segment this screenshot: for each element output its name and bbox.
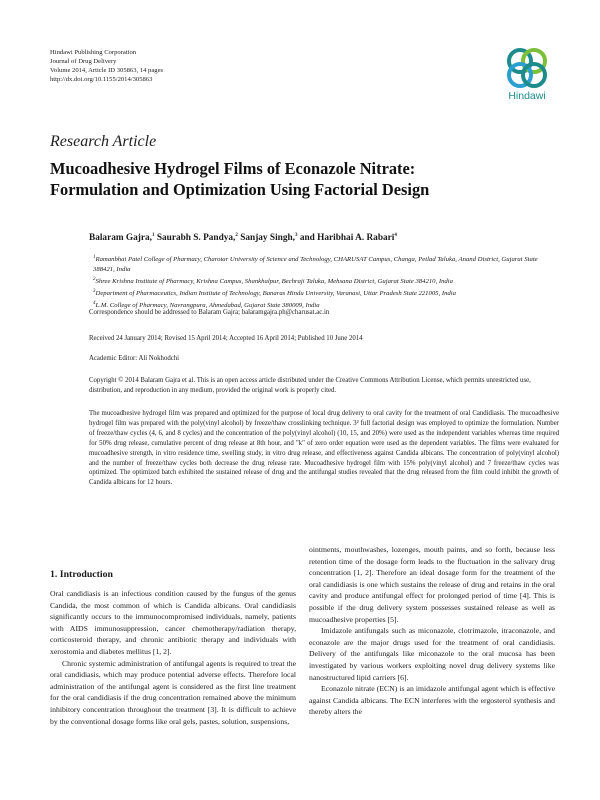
author: Saurabh S. Pandya,$^2$ xyxy=(156,233,238,244)
column-right xyxy=(309,544,555,718)
affiliation: $^4$L.M. College of Pharmacy, Navrangpura, Ahmedabad, Gujarat State 380009, India xyxy=(93,300,320,309)
hindawi-rings-icon xyxy=(498,44,556,90)
copyright: Copyright © 2014 Balaram Gajra et al. This is an open access article distributed under the Creative Commons Attribution License, which permits unrestricted use, distribution, and reproduction in any medium, provided the original work is properly cited. xyxy=(89,377,531,394)
affiliations xyxy=(89,253,559,310)
doi-link[interactable]: http://dx.doi.org/10.1155/2014/305863 xyxy=(50,76,153,83)
paragraph: ointments, mouthwashes, lozenges, mouth paints, and so forth, because less retention time of the dosage form leads to the fluctuation in the salivary drug concentration [1, 2]. Therefore an ideal dosage form for the treatment of the oral candidiasis is one which sustains the release of drug and retains in the oral cavity and produce antifungal effect for prolonged period of time [4]. This is possible if the drug delivery system possesses sustained release as well as mucoadhesive properties [5]. xyxy=(309,545,555,624)
paragraph: Econazole nitrate (ECN) is an imidazole antifungal agent which is effective against Candida albicans. The ECN interferes with the ergosterol synthesis and thereby alters the xyxy=(309,684,555,717)
hindawi-logo xyxy=(498,44,556,108)
academic-editor: Academic Editor: Ali Nokhodchi xyxy=(89,355,180,362)
affiliation: $^1$Ramanbhai Patel College of Pharmacy, Charotar University of Science and Technology, CHARUSAT Campus, Changa, Petlad Taluka, Anand District, Gujarat State 388421, India xyxy=(93,255,538,273)
affiliation: $^3$Department of Pharmaceutics, Indian Institute of Technology, Banaras Hindu University, Varanasi, Uttar Pradesh State 221005, India xyxy=(93,288,456,297)
publisher: Hindawi Publishing Corporation xyxy=(50,49,137,56)
article-title xyxy=(50,158,570,200)
author: and Haribhai A. Rabari$^4$ xyxy=(299,233,397,244)
title-line-1: Mucoadhesive Hydrogel Films of Econazole Nitrate: xyxy=(50,159,416,178)
paragraph: Imidazole antifungals such as miconazole, clotrimazole, itraconazole, and econazole are the major drugs used for the treatment of oral candidiasis. Delivery of the antifungals like miconazole to the oral mucosa has been investigated by various workers exploiting novel drug delivery systems like nanostructured lipid carriers [6]. xyxy=(309,626,555,682)
paragraph: Oral candidiasis is an infectious condition caused by the fungus of the genus Candida, the most common of which is Candida albicans. Oral candidiasis significantly occurs to the immunocompromised individuals, namely, patients with AIDS immunosuppression, cancer chemotherapy/radiation therapy, corticosteroid therapy, and chronic antibiotic therapy and individuals with xerostomia and diabetes mellitus [1, 2]. xyxy=(50,589,296,656)
author: Sanjay Singh,$^3$ xyxy=(240,233,298,244)
received-dates: Received 24 January 2014; Revised 15 April 2014; Accepted 16 April 2014; Published 10 June 2014 xyxy=(89,335,363,342)
author: Balaram Gajra,$^1$ xyxy=(89,233,155,244)
author-list xyxy=(89,233,397,243)
volume-info: Volume 2014, Article ID 305863, 14 pages xyxy=(50,67,164,74)
journal-header xyxy=(50,48,163,84)
title-line-2: Formulation and Optimization Using Factorial Design xyxy=(50,180,430,199)
column-left xyxy=(50,588,296,727)
article-type: Research Article xyxy=(50,133,157,150)
affiliation: $^2$Shree Krishna Institute of Pharmacy, Krishna Campus, Shankhalpur, Bechraji Taluka, Mehsana District, Gujarat State 384210, India xyxy=(93,276,453,285)
abstract: The mucoadhesive hydrogel film was prepared and optimized for the purpose of local drug delivery to oral cavity for the treatment of oral Candidiasis. The mucoadhesive hydrogel film was prepared with the poly(vinyl alcohol) by freeze/thaw crosslinking technique. 3² full factorial design was employed to optimize the formulation. Number of freeze/thaw cycles (4, 6, and 8 cycles) and the concentration of the poly(vinyl alcohol) (10, 15, and 20%) were used as the independent variables whereas time required for 50% drug release, cumulative percent of drug release at 8th hour, and "k" of zero order equation were used as the dependent variables. The films were evaluated for mucoadhesive strength, in vitro residence time, swelling study, in vitro drug release, and effectiveness against Candida albicans. The concentration of poly(vinyl alcohol) and the number of freeze/thaw cycles both decrease the drug release rate. Mucoadhesive hydrogel film with 15% poly(vinyl alcohol) and 7 freeze/thaw cycles was optimized. The optimized batch exhibited the sustained release of drug and the antifungal studies revealed that the drug released from the film could inhibit the growth of Candida albicans for 12 hours. xyxy=(89,410,559,487)
logo-text: Hindawi xyxy=(508,90,546,102)
section-heading: 1. Introduction xyxy=(50,569,113,580)
journal-name: Journal of Drug Delivery xyxy=(50,58,117,65)
paragraph: Chronic systemic administration of antifungal agents is required to treat the oral candidiasis, which may produce potential adverse effects. Therefore local administration of the antifungal agent is considered as the first line treatment for the oral candidiasis if the drug concentration remained above the minimum inhibitory concentration throughout the treatment [3]. It is difficult to achieve by the conventional dosage forms like oral gels, pastes, solution, suspensions, xyxy=(50,658,296,726)
correspondence: Correspondence should be addressed to Balaram Gajra; balaramgajra.ph@charusat.ac.in xyxy=(89,309,330,316)
